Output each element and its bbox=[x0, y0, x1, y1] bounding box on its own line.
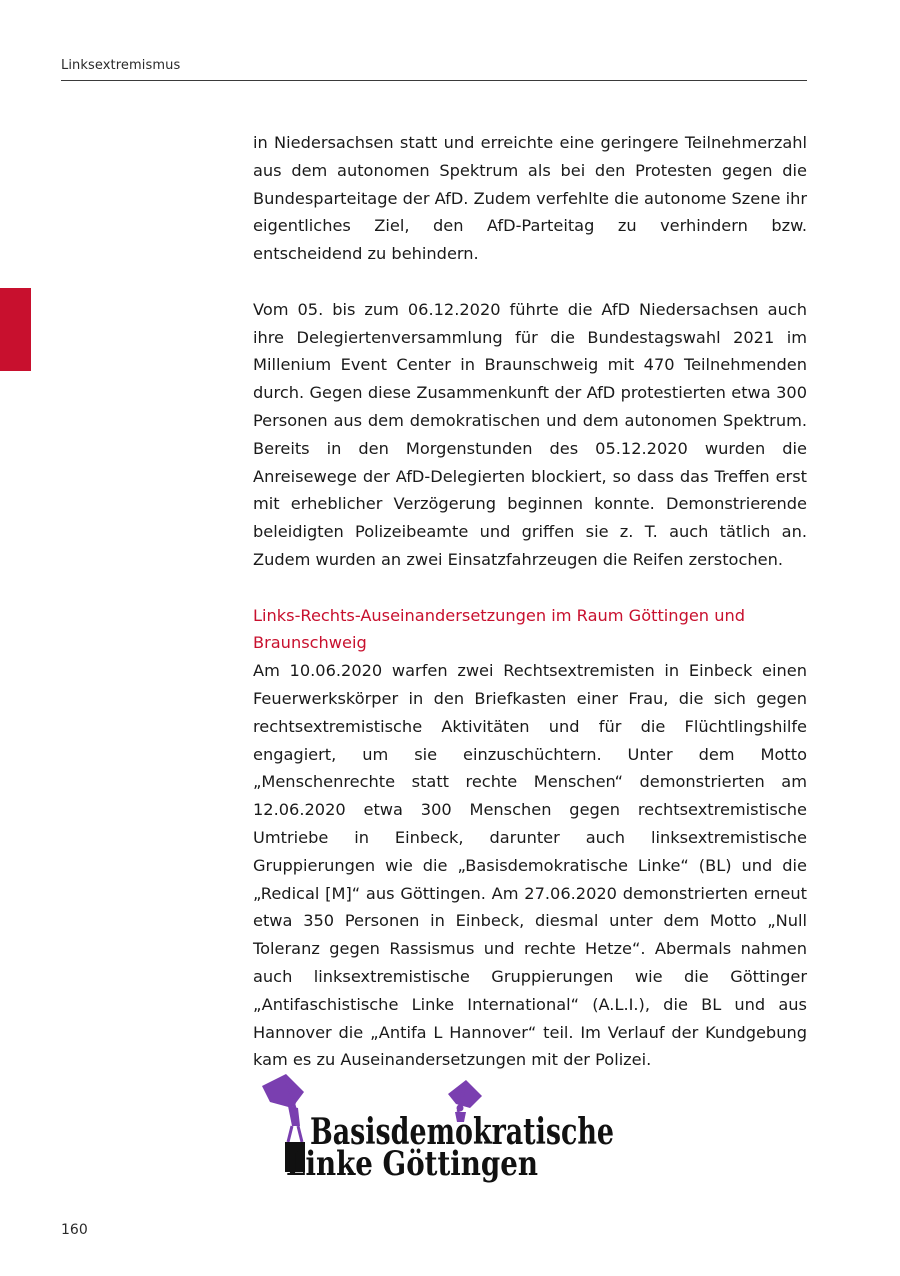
body-paragraph-3: Am 10.06.2020 warfen zwei Rechtsextremisten in Einbeck einen Feuerwerkskörper in den Briefkasten einer Frau, die sich gegen rechtsextremistische Aktivitäten und für die Flüchtlingshilfe engagiert, um sie einzuschüchtern. Unter dem Motto „Menschenrechte statt rechte Menschen“ demonstrierten am 12.06.2020 etwa 300 Menschen gegen rechtsextremistische Umtriebe in Einbeck, darunter auch linksextremistische Gruppierungen wie die „Basisdemokratische Linke“ (BL) und die „Redical [M]“ aus Göttingen. Am 27.06.2020 demonstrierten erneut etwa 350 Personen in Einbeck, diesmal unter dem Motto „Null Toleranz gegen Rassismus und rechte Hetze“. Abermals nahmen auch linksextremistische Gruppierungen wie die Göttinger „Antifaschistische Linke International“ (A.L.I.), die BL und aus Hannover die „Antifa L Hannover“ teil. Im Verlauf der Kundgebung kam es zu Auseinandersetzungen mit der Polizei. bbox=[253, 661, 807, 1070]
basisdemokratische-linke-logo bbox=[252, 1072, 620, 1182]
body-paragraph-1: in Niedersachsen statt und erreichte eine geringere Teilnehmerzahl aus dem autonomen Spektrum als bei den Protesten gegen die Bundesparteitage der AfD. Zudem verfehlte die autonome Szene ihr eigentliches Ziel, den AfD-Parteitag zu verhindern bzw. entscheidend zu behindern. bbox=[253, 133, 807, 264]
chapter-marker-tab bbox=[0, 288, 31, 371]
logo-line-1: Basisdemokratische bbox=[310, 1111, 614, 1153]
body-paragraph-2: Vom 05. bis zum 06.12.2020 führte die AfD Niedersachsen auch ihre Delegiertenversammlung für die Bundestagswahl 2021 im Millenium Event Center in Braunschweig mit 470 Teilnehmenden durch. Gegen diese Zusammenkunft der AfD protestierten etwa 300 Personen aus dem demokratischen und dem autonomen Spektrum. Bereits in den Morgenstunden des 05.12.2020 wurden die Anreisewege der AfD-Delegierten blockiert, so dass das Treffen erst mit erheblicher Verzögerung beginnen konnte. Demonstrierende beleidigten Polizeibeamte und griffen sie z. T. auch tätlich an. Zudem wurden an zwei Einsatzfahrzeugen die Reifen zerstochen. bbox=[253, 299, 807, 569]
header-rule bbox=[61, 80, 807, 81]
page-number: 160 bbox=[61, 1222, 88, 1238]
main-text-column bbox=[253, 129, 807, 1074]
section-heading: Links-Rechts-Auseinandersetzungen im Raum Göttingen und Braunschweig bbox=[253, 605, 746, 653]
logo-line-2: Linke Göttingen bbox=[286, 1144, 538, 1184]
running-head-title: Linksextremismus bbox=[61, 58, 181, 73]
